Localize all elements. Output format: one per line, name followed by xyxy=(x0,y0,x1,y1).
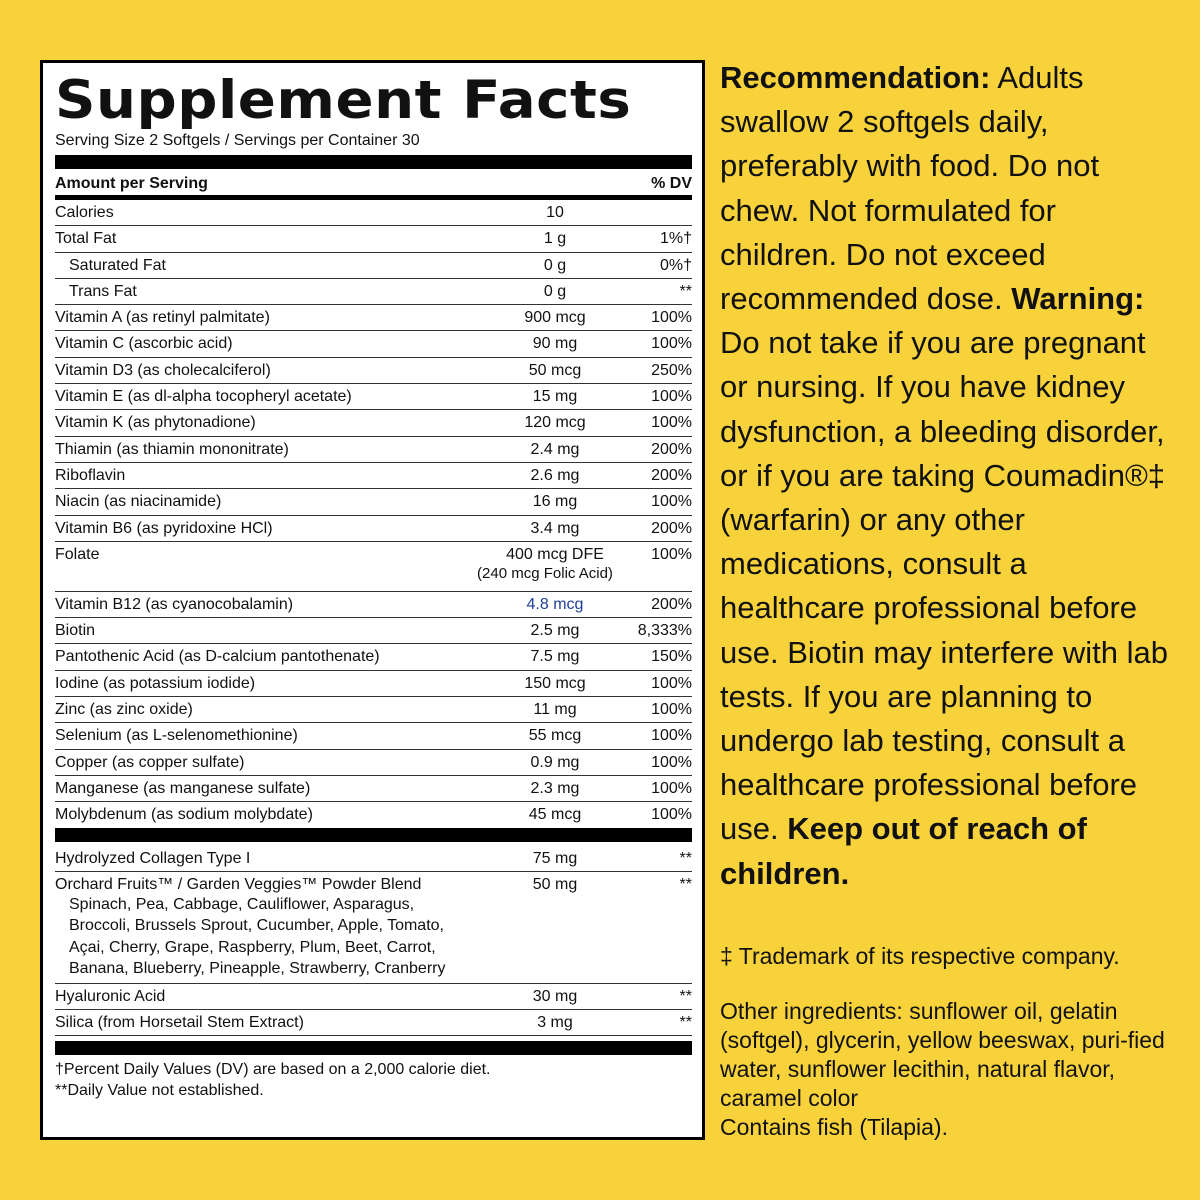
nutrient-name: Riboflavin xyxy=(55,466,126,484)
blend-ingredient-line: Açai, Cherry, Grape, Raspberry, Plum, Beet, Carrot, xyxy=(69,938,436,956)
nutrient-amount: 50 mcg xyxy=(528,361,582,379)
blend-ingredient-line: Spinach, Pea, Cabbage, Cauliflower, Asparagus, xyxy=(69,895,415,913)
nutrient-dv: 100% xyxy=(651,309,692,327)
nutrient-amount: 150 mcg xyxy=(524,674,586,692)
nutrient-amount: 900 mcg xyxy=(524,309,586,327)
nutrient-row xyxy=(55,644,692,670)
ingredient-amount: 30 mg xyxy=(532,987,578,1005)
nutrient-dv: 100% xyxy=(651,779,692,797)
nutrient-amount: 0 g xyxy=(543,282,567,300)
nutrient-dv: 200% xyxy=(651,466,692,484)
nutrient-amount: 55 mcg xyxy=(528,727,582,745)
ingredient-amount: 75 mg xyxy=(532,849,578,867)
nutrient-name: Thiamin (as thiamin mononitrate) xyxy=(55,440,289,458)
ingredient-row xyxy=(55,1010,692,1036)
nutrient-name: Vitamin D3 (as cholecalciferol) xyxy=(55,361,271,379)
blend-name: Orchard Fruits™ / Garden Veggies™ Powder Blend xyxy=(55,875,422,893)
nutrient-amount: 3.4 mg xyxy=(530,519,580,537)
warning-label: Warning: xyxy=(1011,281,1145,317)
serving-info: Serving Size 2 Softgels / Servings per Container 30 xyxy=(55,132,420,149)
nutrient-name: Manganese (as manganese sulfate) xyxy=(55,779,311,797)
ingredient-dv: ** xyxy=(679,987,692,1005)
nutrient-amount: 45 mcg xyxy=(528,806,582,824)
nutrient-amount: 2.5 mg xyxy=(530,622,580,640)
nutrient-row xyxy=(55,697,692,723)
divider-bar xyxy=(55,1041,692,1055)
nutrient-row xyxy=(55,331,692,357)
nutrient-name: Molybdenum (as sodium molybdate) xyxy=(55,806,313,824)
ingredient-row xyxy=(55,842,692,872)
nutrient-row xyxy=(55,226,692,252)
facts-title: Supplement Facts xyxy=(55,70,632,131)
nutrient-dv: 100% xyxy=(651,753,692,771)
nutrient-dv: ** xyxy=(679,282,692,300)
blend-ingredient-line: Broccoli, Brussels Sprout, Cucumber, Apple, Tomato, xyxy=(69,917,444,935)
nutrient-row xyxy=(55,410,692,436)
nutrient-row xyxy=(55,750,692,776)
nutrient-dv: 0%† xyxy=(659,256,692,274)
ingredient-dv: ** xyxy=(679,1013,692,1031)
nutrient-row xyxy=(55,489,692,515)
nutrient-amount: 7.5 mg xyxy=(530,648,580,666)
ingredient-name: Hyaluronic Acid xyxy=(55,987,166,1005)
other-ingredient-list xyxy=(55,842,692,1037)
nutrient-name: Selenium (as L-selenomethionine) xyxy=(55,727,298,745)
nutrient-row xyxy=(55,516,692,542)
nutrient-name: Folate xyxy=(55,545,100,563)
nutrient-row xyxy=(55,279,692,305)
nutrient-dv: 150% xyxy=(651,648,692,666)
nutrient-amount: 2.6 mg xyxy=(530,466,580,484)
footnote-dv: †Percent Daily Values (DV) are based on a 2,000 calorie diet. xyxy=(55,1061,491,1079)
nutrient-dv: 250% xyxy=(651,361,692,379)
nutrient-row xyxy=(55,305,692,331)
nutrient-row xyxy=(55,802,692,828)
nutrient-row xyxy=(55,542,692,592)
nutrient-amount: 1 g xyxy=(543,230,567,248)
amount-header: Amount per Serving xyxy=(55,175,208,192)
nutrient-amount: 90 mg xyxy=(532,335,578,353)
nutrient-dv: 100% xyxy=(651,335,692,353)
nutrient-name: Copper (as copper sulfate) xyxy=(55,753,245,771)
nutrient-name: Niacin (as niacinamide) xyxy=(55,493,222,511)
nutrient-amount: 11 mg xyxy=(533,701,577,719)
nutrient-dv: 200% xyxy=(651,440,692,458)
divider-bar xyxy=(55,155,692,169)
ingredient-name xyxy=(55,876,480,980)
footnote-not-established: **Daily Value not established. xyxy=(55,1082,264,1100)
nutrient-amount: 0.9 mg xyxy=(530,753,580,771)
nutrient-row xyxy=(55,776,692,802)
nutrient-name: Vitamin E (as dl-alpha tocopheryl acetate) xyxy=(55,388,352,406)
nutrient-name: Vitamin C (ascorbic acid) xyxy=(55,335,233,353)
ingredient-amount: 3 mg xyxy=(537,1013,573,1031)
nutrient-name: Pantothenic Acid (as D-calcium pantothenate) xyxy=(55,648,380,666)
ingredient-dv: ** xyxy=(679,875,692,893)
nutrient-name: Total Fat xyxy=(55,230,117,248)
nutrient-list xyxy=(55,200,692,829)
nutrient-amount: 0 g xyxy=(543,256,567,274)
nutrient-dv: 100% xyxy=(651,674,692,692)
footnotes xyxy=(55,1055,692,1101)
ingredient-name: Hydrolyzed Collagen Type I xyxy=(55,849,251,867)
nutrient-amount: 2.4 mg xyxy=(530,440,580,458)
nutrient-name: Saturated Fat xyxy=(69,256,166,274)
keep-away-label: Keep out of reach of children. xyxy=(720,811,1087,891)
nutrient-amount: 16 mg xyxy=(532,493,578,511)
nutrient-amount: 10 xyxy=(546,204,564,221)
nutrient-amount xyxy=(477,545,630,584)
nutrient-name: Vitamin B12 (as cyanocobalamin) xyxy=(55,595,294,613)
nutrient-amount-main: 400 mcg DFE xyxy=(506,545,604,563)
nutrient-dv: 100% xyxy=(651,493,692,511)
nutrient-dv: 100% xyxy=(651,701,692,719)
nutrient-dv: 100% xyxy=(651,545,692,563)
other-ingredients-text: Other ingredients: sunflower oil, gelatin (softgel), glycerin, yellow beeswax, puri-fied water, sunflower lecithin, natural flavor, caramel color xyxy=(720,997,1165,1111)
nutrient-name: Vitamin K (as phytonadione) xyxy=(55,414,256,432)
recommendation-label: Recommendation: xyxy=(720,60,991,95)
recommendation-body: Adults swallow 2 softgels daily, preferably with food. Do not chew. Not formulated for children. Do not exceed recommended dose. xyxy=(720,60,1100,317)
nutrient-row xyxy=(55,384,692,410)
dv-header: % DV xyxy=(651,175,692,192)
nutrient-amount: 120 mcg xyxy=(524,414,586,432)
nutrient-name: Biotin xyxy=(55,622,96,640)
nutrient-name: Vitamin B6 (as pyridoxine HCl) xyxy=(55,519,273,537)
ingredient-row xyxy=(55,984,692,1010)
nutrient-name: Zinc (as zinc oxide) xyxy=(55,701,193,719)
nutrient-dv: 100% xyxy=(651,806,692,824)
nutrient-row xyxy=(55,200,692,226)
trademark-note: ‡ Trademark of its respective company. xyxy=(720,942,1120,969)
nutrient-row xyxy=(55,723,692,749)
nutrient-row xyxy=(55,253,692,279)
nutrient-dv: 1%† xyxy=(659,230,692,248)
nutrient-name: Calories xyxy=(55,204,114,221)
allergen-note: Contains fish (Tilapia). xyxy=(720,1113,948,1140)
amount-header-row xyxy=(55,169,692,200)
nutrient-name: Trans Fat xyxy=(69,282,137,300)
nutrient-row xyxy=(55,463,692,489)
nutrient-dv: 100% xyxy=(651,727,692,745)
nutrient-amount: 2.3 mg xyxy=(530,779,580,797)
ingredient-row xyxy=(55,872,692,984)
nutrient-row xyxy=(55,592,692,618)
nutrient-row xyxy=(55,358,692,384)
nutrient-dv: 200% xyxy=(651,519,692,537)
nutrient-amount-sub: (240 mcg Folic Acid) xyxy=(477,564,613,582)
nutrient-dv: 8,333% xyxy=(637,622,692,640)
supplement-facts-panel xyxy=(40,60,705,1140)
blend-ingredient-line: Banana, Blueberry, Pineapple, Strawberry, Cranberry xyxy=(69,960,446,978)
divider-bar xyxy=(55,828,692,842)
ingredient-name: Silica (from Horsetail Stem Extract) xyxy=(55,1013,304,1031)
nutrient-name: Vitamin A (as retinyl palmitate) xyxy=(55,309,270,327)
ingredient-dv: ** xyxy=(679,849,692,867)
nutrient-dv: 100% xyxy=(651,414,692,432)
nutrient-row xyxy=(55,437,692,463)
directions-column xyxy=(720,56,1180,1142)
nutrient-dv: 100% xyxy=(651,388,692,406)
nutrient-row xyxy=(55,618,692,644)
nutrient-amount: 15 mg xyxy=(532,388,578,406)
nutrient-amount: 4.8 mcg xyxy=(526,595,584,613)
other-ingredients xyxy=(720,997,1180,1142)
nutrient-name: Iodine (as potassium iodide) xyxy=(55,674,256,692)
warning-body: Do not take if you are pregnant or nursing. If you have kidney dysfunction, a bleeding disorder, or if you are taking Coumadin®‡ (warfarin) or any other medications, consult a healthcare professional before use. Biotin may interfere with lab tests. If you are planning to undergo lab testing, consult a healthcare professional before use. xyxy=(720,325,1168,847)
ingredient-amount: 50 mg xyxy=(532,875,578,893)
nutrient-row xyxy=(55,671,692,697)
recommendation-warning-text xyxy=(720,56,1180,896)
nutrient-dv: 200% xyxy=(651,595,692,613)
